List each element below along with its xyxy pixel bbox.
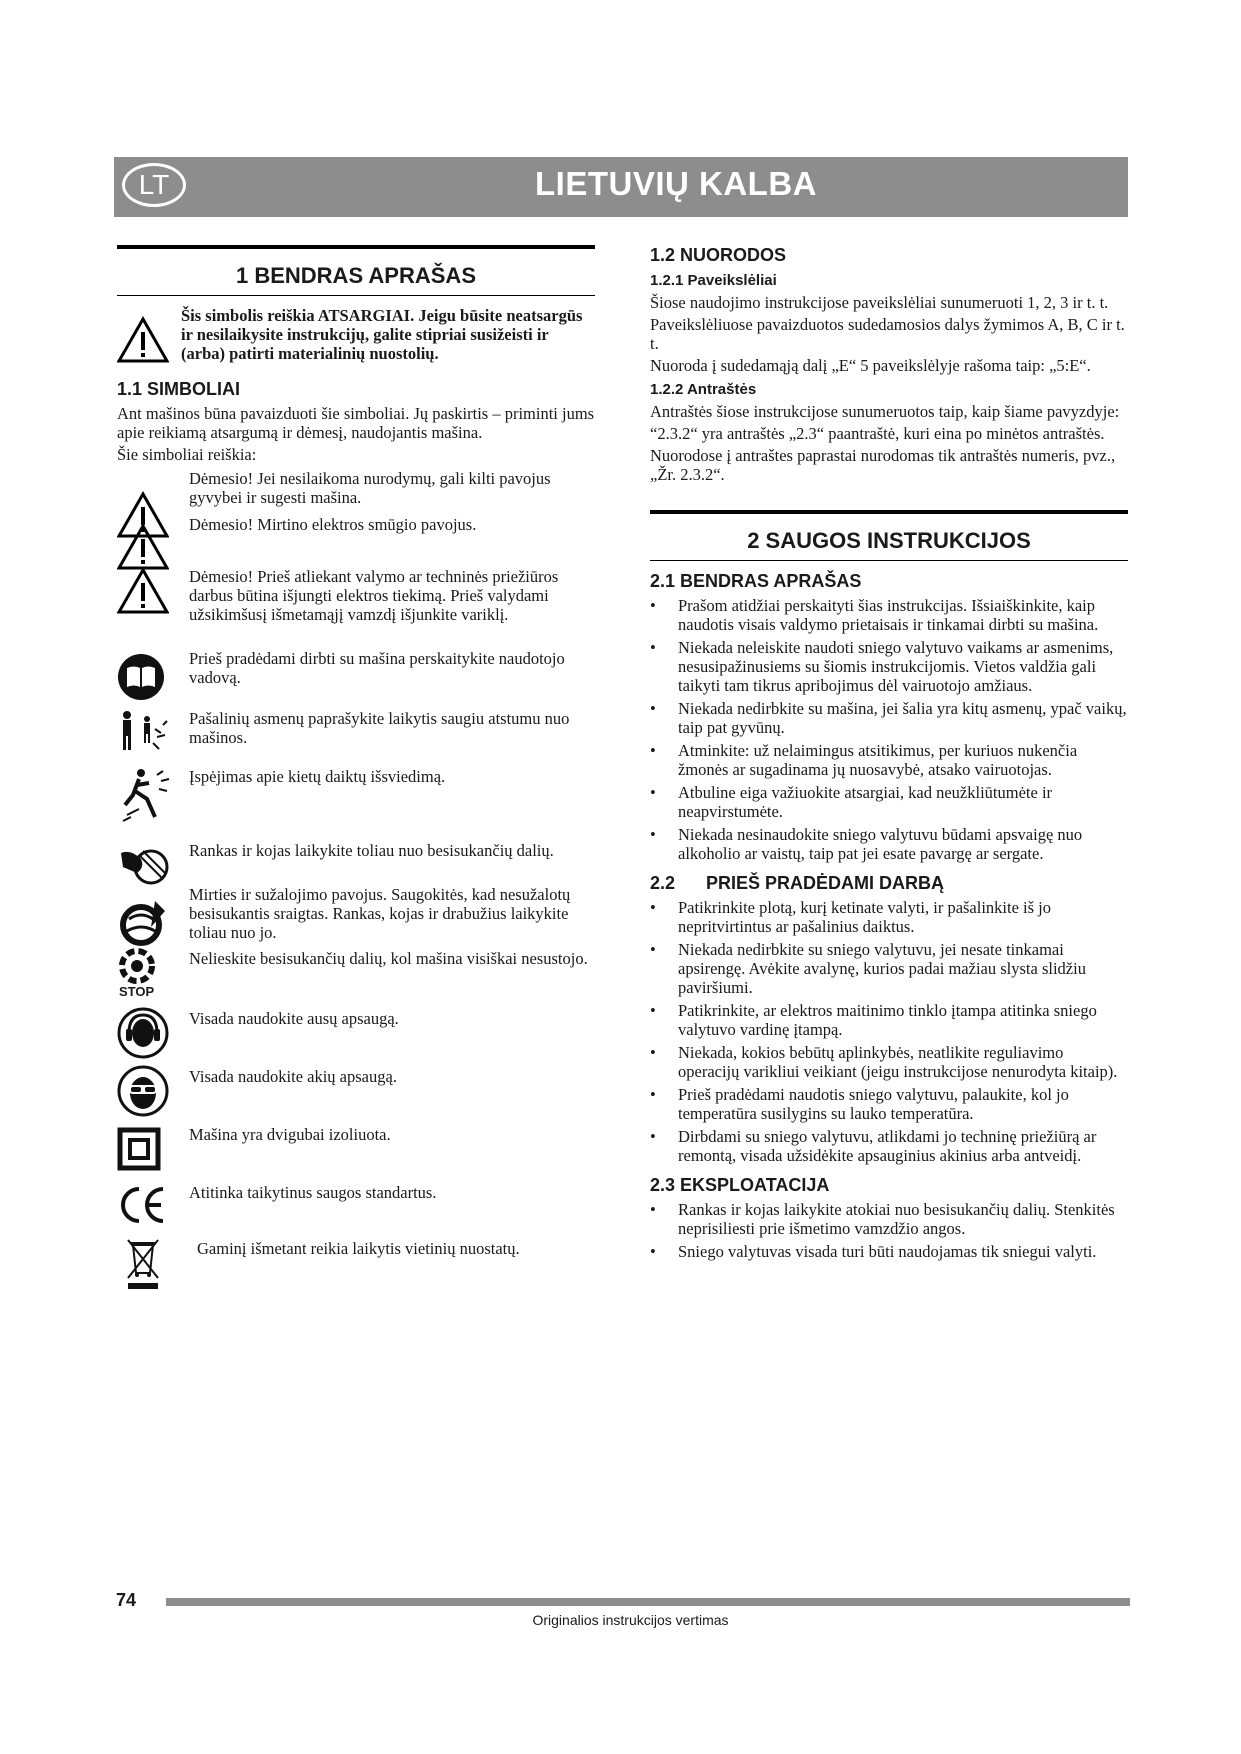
thrown-objects-icon — [117, 765, 189, 825]
subsection-2-2-title — [650, 873, 1128, 894]
symbol-text: Gaminį išmetant reikia laikytis vietinių nuostatų. — [197, 1239, 520, 1258]
rotating-parts-hand-icon — [117, 839, 189, 889]
paragraph: Šie simboliai reiškia: — [117, 445, 257, 464]
language-badge: LT — [122, 163, 186, 207]
warning-triangle-icon — [117, 523, 169, 576]
operation-list — [650, 1200, 1128, 1261]
section-number: 2.2 — [650, 873, 676, 893]
paragraph: Nuoroda į sudedamąją dalį „E“ 5 paveikslėlyje rašoma taip: „5:E“. — [650, 356, 1091, 375]
symbol-row — [117, 1065, 595, 1123]
stop-label: STOP — [119, 984, 155, 999]
symbol-text: Pašalinių asmenų paprašykite laikytis saugiu atstumu nuo mašinos. — [189, 709, 570, 747]
symbol-row — [117, 883, 595, 945]
language-banner — [114, 157, 1128, 217]
list-item: • Niekada nedirbkite su mašina, jei šalia yra kitų asmenų, ypač vaikų, taip pat gyvūnų. — [650, 699, 1128, 737]
symbol-row — [117, 1181, 595, 1237]
list-item: • Rankas ir kojas laikykite atokiai nuo besisukančių dalių. Stenkitės neprisiliesti prie išmetimo vamzdžio angos. — [650, 1200, 1128, 1238]
symbol-row — [117, 513, 595, 565]
subsection-1-2-2-title: 1.2.2 Antraštės — [650, 381, 757, 398]
ear-protection-icon — [117, 1007, 189, 1059]
list-item: • Niekada, kokios bebūtų aplinkybės, neatlikite reguliavimo operacijų varikliui veikiant (jeigu instrukcijose nenurodyta kitaip). — [650, 1043, 1128, 1081]
symbol-row — [117, 839, 595, 883]
paragraph: Paveikslėliuose pavaizduotos sudedamosios dalys žymimos A, B, C ir t. t. — [650, 315, 1125, 353]
list-item: • Prieš pradėdami naudotis sniego valytuvu, palaukite, kol jo temperatūra susilygins su lauko temperatūra. — [650, 1085, 1128, 1123]
footer-bar — [166, 1598, 1130, 1606]
section-heading-text: PRIEŠ PRADĖDAMI DARBĄ — [706, 873, 945, 893]
before-start-list — [650, 898, 1128, 1165]
symbol-row — [117, 1237, 595, 1295]
symbol-text: Dėmesio! Jei nesilaikoma nurodymų, gali kilti pavojus gyvybei ir sugesti mašina. — [189, 469, 551, 507]
eye-protection-icon — [117, 1065, 189, 1117]
symbol-text: Mašina yra dvigubai izoliuota. — [189, 1125, 391, 1144]
caution-text: Šis simbolis reiškia ATSARGIAI. Jeigu būsite neatsargūs ir nesilaikysite instrukcijų, galite stipriai susižeisti ir (arba) patirti materialinių nuostolių. — [181, 306, 583, 363]
list-item: • Sniego valytuvas visada turi būti naudojamas tik sniegui valyti. — [650, 1242, 1128, 1261]
paragraph: Šiose naudojimo instrukcijose paveikslėliai sunumeruoti 1, 2, 3 ir t. t. — [650, 293, 1109, 312]
symbol-text: Mirties ir sužalojimo pavojus. Saugokitės, kad nesužalotų besisukantis sraigtas. Rankas, kojas ir drabužius laikykite toliau nuo jo. — [189, 885, 571, 942]
symbol-row — [117, 707, 595, 765]
paragraph: Antraštės šiose instrukcijose sunumeruotos taip, kaip šiame pavyzdyje: — [650, 402, 1120, 421]
list-item: • Patikrinkite plotą, kurį ketinate valyti, ir pašalinkite iš jo nepritvirtintus ar pašalinius daiktus. — [650, 898, 1128, 936]
caution-warning — [117, 306, 595, 369]
weee-bin-icon — [117, 1237, 197, 1291]
symbol-row — [117, 1123, 595, 1181]
symbol-text: Nelieskite besisukančių dalių, kol mašina visiškai nesustojo. — [189, 949, 588, 968]
symbol-text: Dėmesio! Prieš atliekant valymo ar techninės priežiūros darbus būtina išjungti elektros tiekimą. Prieš valydami užsikimšusį išmetamąjį vamzdį išjunkite variklį. — [189, 567, 559, 624]
ce-mark-icon — [117, 1181, 189, 1225]
symbol-row — [117, 647, 595, 707]
list-item: • Niekada neleiskite naudoti sniego valytuvo vaikams ar asmenims, nesusipažinusiems su šiomis instrukcijomis. Vietos valdžia gali taikyti tam tikrus apribojimus dėl vairuotojo amžiaus. — [650, 638, 1128, 695]
paragraph: Ant mašinos būna pavaizduoti šie simboliai. Jų paskirtis – priminti jums apie reikiamą atsargumą ir dėmesį, naudojantis mašina. — [117, 404, 595, 442]
list-item: • Prašom atidžiai perskaityti šias instrukcijas. Išsiaiškinkite, kaip naudotis visais valdymo prietaisais ir tinkamai dirbti su mašina. — [650, 596, 1128, 634]
auger-hazard-icon — [117, 883, 189, 947]
symbol-text: Prieš pradėdami dirbti su mašina perskaitykite naudotojo vadovą. — [189, 649, 565, 687]
page-title: LIETUVIŲ KALBA — [535, 165, 817, 202]
list-item: • Niekada nesinaudokite sniego valytuvu būdami apsvaigę nuo alkoholio ar vaistų, taip pat jei esate pavargę ar sergate. — [650, 825, 1128, 863]
subsection-2-3-title: 2.3 EKSPLOATACIJA — [650, 1175, 830, 1195]
paragraph: “2.3.2“ yra antraštės „2.3“ paantraštė, kuri eina po minėtos antraštės. — [650, 424, 1105, 443]
section-2-title: 2 SAUGOS INSTRUKCIJOS — [650, 510, 1128, 561]
subsection-2-1-title: 2.1 BENDRAS APRAŠAS — [650, 571, 862, 591]
paragraph: Nuorodose į antraštes paprastai nurodomas tik antraštės numeris, pvz., „Žr. 2.3.2“. — [650, 446, 1116, 484]
right-column — [650, 245, 1128, 1265]
symbol-text: Visada naudokite akių apsaugą. — [189, 1067, 397, 1086]
general-safety-list — [650, 596, 1128, 863]
warning-triangle-icon — [117, 316, 181, 369]
stop-rotating-icon — [117, 947, 189, 998]
double-insulation-icon — [117, 1123, 189, 1171]
list-item: • Atbuline eiga važiuokite atsargiai, kad neužkliūtumėte ir neapvirstumėte. — [650, 783, 1128, 821]
subsection-1-2-1-title: 1.2.1 Paveikslėliai — [650, 272, 777, 289]
symbol-text: Visada naudokite ausų apsaugą. — [189, 1009, 399, 1028]
symbol-text: Atitinka taikytinus saugos standartus. — [189, 1183, 437, 1202]
page-number: 74 — [116, 1590, 137, 1610]
symbol-row — [117, 1007, 595, 1065]
subsection-1-1-title: 1.1 SIMBOLIAI — [117, 379, 241, 399]
list-item: • Niekada nedirbkite su sniego valytuvu, jei nesate tinkamai apsirengę. Avėkite avalynę, kurios padai mažiau slysta slidžiu paviršiumi. — [650, 940, 1128, 997]
symbol-text: Įspėjimas apie kietų daiktų išsviedimą. — [189, 767, 446, 786]
symbol-text: Rankas ir kojas laikykite toliau nuo besisukančių dalių. — [189, 841, 554, 860]
footer-text: Originalios instrukcijos vertimas — [532, 1612, 729, 1628]
symbol-row — [117, 947, 595, 999]
left-column — [117, 245, 595, 1295]
symbol-text: Dėmesio! Mirtino elektros smūgio pavojus. — [189, 515, 477, 534]
symbol-row — [117, 765, 595, 837]
symbol-row — [117, 565, 595, 647]
section-1-title: 1 BENDRAS APRAŠAS — [117, 245, 595, 296]
list-item: • Atminkite: už nelaimingus atsitikimus, per kuriuos nukenčia žmonės ar sugadinama jų nuosavybė, atsako vairuotojas. — [650, 741, 1128, 779]
list-item: • Patikrinkite, ar elektros maitinimo tinklo įtampa atitinka sniego valytuvo vardinę įtampą. — [650, 1001, 1128, 1039]
list-item: • Dirbdami su sniego valytuvu, atlikdami jo techninę priežiūrą ar remontą, visada užsidėkite apsauginius akinius arba antveidį. — [650, 1127, 1128, 1165]
read-manual-icon — [117, 647, 189, 701]
keep-distance-icon — [117, 707, 189, 757]
subsection-1-2-title: 1.2 NUORODOS — [650, 245, 787, 265]
